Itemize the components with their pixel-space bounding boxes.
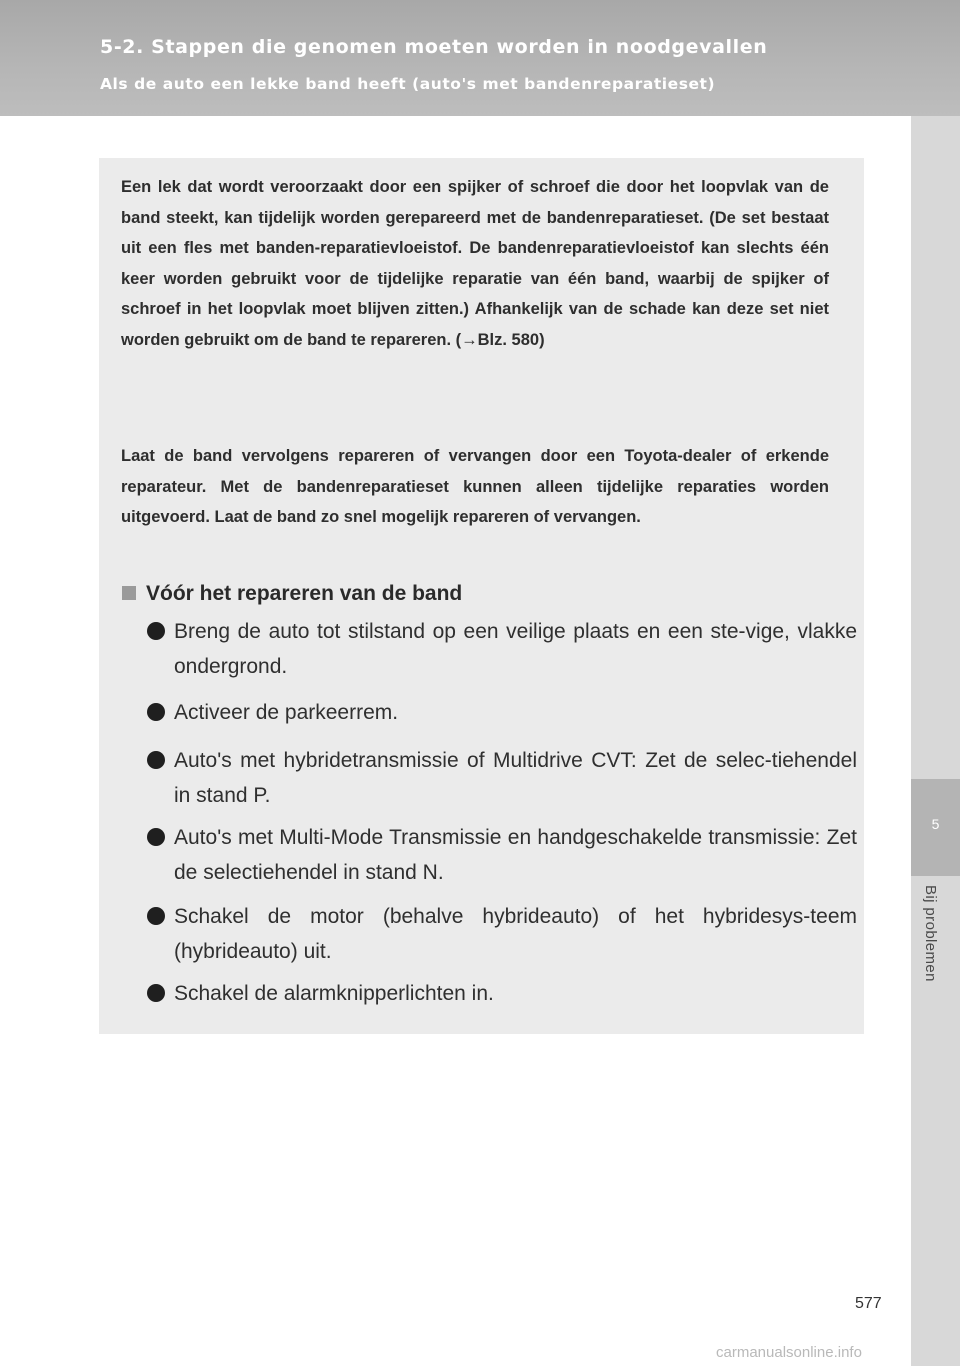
list-item-text: Auto's met hybridetransmissie of Multidrive CVT: Zet de selec-tiehendel in stand P.	[174, 749, 857, 807]
bullet-dot-icon	[147, 828, 165, 846]
list-item-text: Activeer de parkeerrem.	[174, 701, 399, 724]
chapter-number: 5	[931, 816, 940, 832]
chapter-side-tab	[911, 116, 960, 1366]
page-header	[0, 0, 960, 116]
section-title: 5-2. Stappen die genomen moeten worden in noodgevallen	[100, 36, 768, 58]
bullet-dot-icon	[147, 703, 165, 721]
watermark: carmanualsonline.info	[716, 1344, 862, 1361]
bullet-dot-icon	[147, 984, 165, 1002]
bullet-dot-icon	[147, 907, 165, 925]
section-subtitle: Als de auto een lekke band heeft (auto's met bandenreparatieset)	[100, 75, 716, 93]
list-item	[147, 899, 857, 969]
advice-paragraph: Laat de band vervolgens repareren of vervangen door een Toyota-dealer of erkende reparateur. Met de bandenreparatieset kunnen alleen tijdelijke reparaties worden uitgevoerd. Laat de band zo snel mogelijk repareren of vervangen.	[121, 447, 829, 526]
bullet-dot-icon	[147, 751, 165, 769]
section-heading-text: Vóór het repareren van de band	[146, 582, 463, 605]
list-item	[147, 614, 857, 684]
chapter-number-box	[911, 779, 960, 876]
list-item-text: Auto's met Multi-Mode Transmissie en handgeschakelde transmissie: Zet de selectiehendel in stand N.	[174, 826, 857, 884]
list-item-text: Schakel de alarmknipperlichten in.	[174, 982, 494, 1005]
intro-paragraph: Een lek dat wordt veroorzaakt door een spijker of schroef die door het loopvlak van de band steekt, kan tijdelijk worden gerepareerd met de bandenreparatieset. (De set bestaat uit een fles met banden-reparatievloeistof. De bandenreparatievloeistof kan slechts één keer worden gebruikt voor de tijdelijke reparatie van één band, waarbij de spijker of schroef in het loopvlak moet blijven zitten.) Afhankelijk van de schade kan deze set niet worden gebruikt om de band te repareren. (→Blz. 580)	[121, 178, 829, 349]
chapter-label: Bij problemen	[922, 885, 939, 982]
list-item	[147, 695, 857, 730]
list-item	[147, 976, 857, 1011]
list-item-text: Breng de auto tot stilstand op een veilige plaats en een ste-vige, vlakke ondergrond.	[174, 620, 857, 678]
list-item	[147, 743, 857, 813]
info-box	[99, 158, 864, 1034]
page-number: 577	[855, 1295, 882, 1312]
square-bullet-icon	[122, 586, 136, 600]
section-heading	[122, 582, 462, 606]
list-item	[147, 820, 857, 890]
bullet-dot-icon	[147, 622, 165, 640]
list-item-text: Schakel de motor (behalve hybrideauto) of het hybridesys-teem (hybrideauto) uit.	[174, 905, 857, 963]
